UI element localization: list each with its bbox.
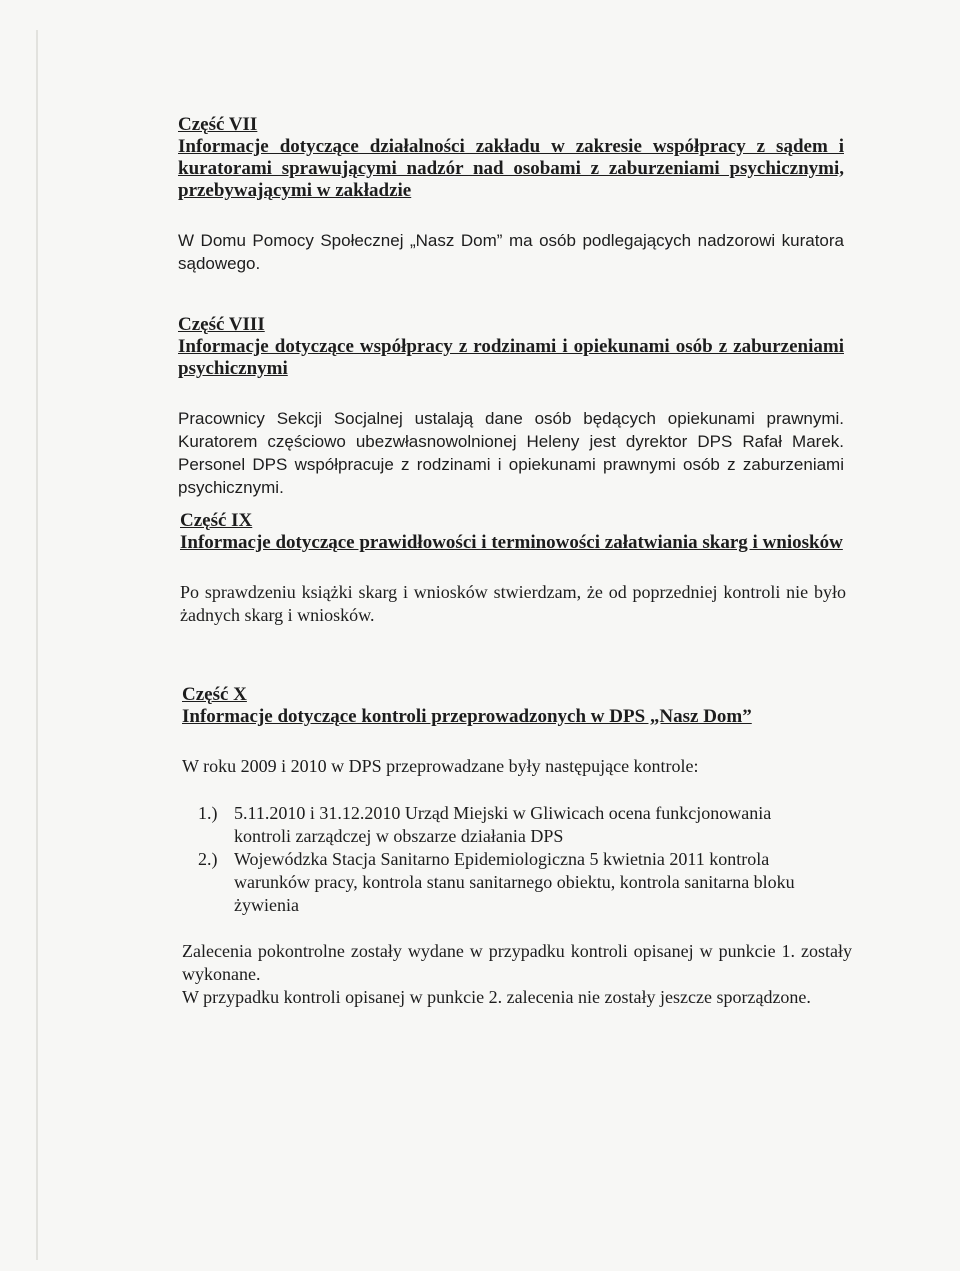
section-title: Część VIII [178, 314, 265, 335]
section-part-9 [180, 510, 846, 627]
inspection-list [182, 802, 822, 917]
list-item [182, 848, 822, 917]
closing-paragraph-2: W przypadku kontroli opisanej w punkcie 2. zalecenia nie zostały jeszcze sporządzone. [182, 987, 811, 1007]
section-title: Część VII [178, 114, 258, 135]
list-item-text: 5.11.2010 i 31.12.2010 Urząd Miejski w Gliwicach ocena funkcjonowania kontroli zarządczej w obszarze działania DPS [234, 803, 772, 846]
list-item-text: Wojewódzka Stacja Sanitarno Epidemiologiczna 5 kwietnia 2011 kontrola warunków pracy, kontrola stanu sanitarnego obiektu, kontrola sanitarna bloku żywienia [234, 849, 795, 915]
section-body: W Domu Pomocy Społecznej „Nasz Dom” ma osób podlegających nadzorowi kuratora sądowego. [178, 231, 844, 273]
section-body: Pracownicy Sekcji Socjalnej ustalają dane osób będących opiekunami prawnymi. Kuratorem częściowo ubezwłasnowolnionej Heleny jest dyrektor DPS Rafał Marek. Personel DPS współpracuje z rodzinami i opiekunami prawnymi osób z zaburzeniami psychicznymi. [178, 409, 844, 497]
section-title: Część IX [180, 510, 253, 531]
section-part-10 [182, 684, 852, 1009]
section-title: Część X [182, 684, 247, 705]
section-heading: Informacje dotyczące działalności zakładu w zakresie współpracy z sądem i kuratorami sprawującymi nadzór nad osobami z zaburzeniami psychicznymi, przebywającymi w zakładzie [178, 136, 844, 201]
section-heading: Informacje dotyczące prawidłowości i terminowości załatwiania skarg i wniosków [180, 532, 843, 553]
section-heading: Informacje dotyczące kontroli przeprowadzonych w DPS „Nasz Dom” [182, 706, 752, 727]
section-intro: W roku 2009 i 2010 w DPS przeprowadzane były następujące kontrole: [182, 756, 699, 776]
list-item [182, 802, 822, 848]
section-body: Po sprawdzeniu książki skarg i wniosków stwierdzam, że od poprzedniej kontroli nie było żadnych skarg i wniosków. [180, 582, 846, 625]
list-item-number: 1.) [198, 803, 218, 823]
section-part-8 [178, 314, 844, 499]
closing-paragraph-1: Zalecenia pokontrolne zostały wydane w przypadku kontroli opisanej w punkcie 1. zostały wykonane. [182, 941, 852, 984]
section-heading: Informacje dotyczące współpracy z rodzinami i opiekunami osób z zaburzeniami psychicznymi [178, 336, 844, 379]
section-part-7 [178, 114, 844, 275]
list-item-number: 2.) [198, 849, 218, 869]
